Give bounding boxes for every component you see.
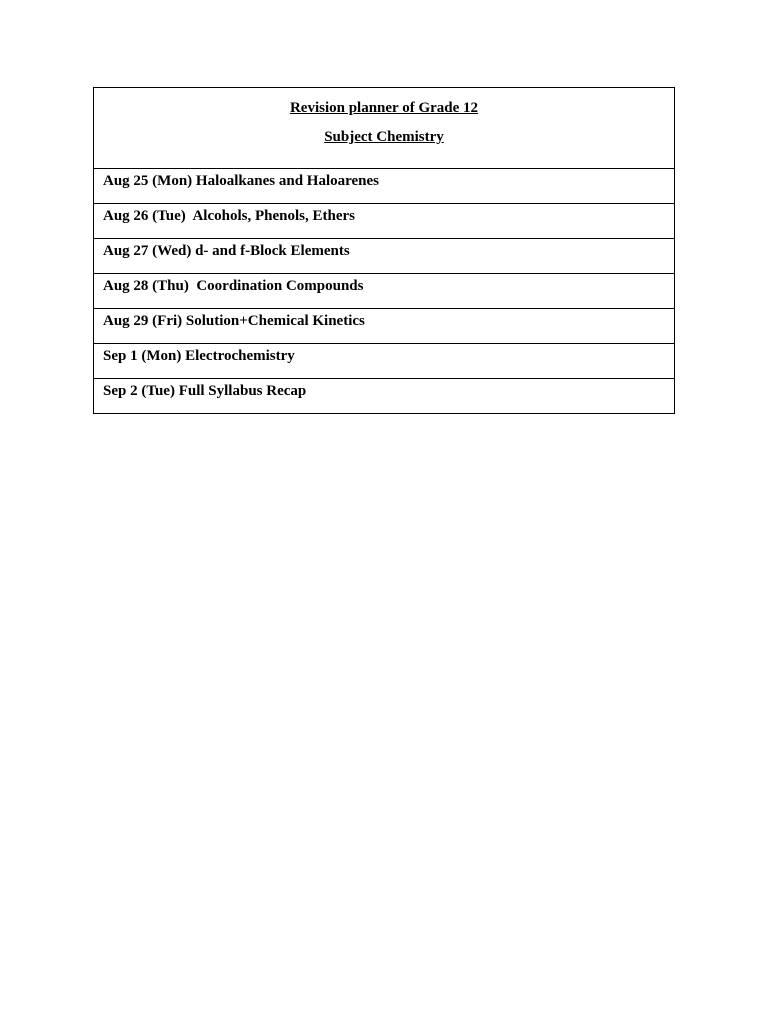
table-cell	[94, 379, 675, 414]
table-header-row	[94, 88, 675, 169]
schedule-entry: Aug 26 (Tue) Alcohols, Phenols, Ethers	[103, 208, 355, 224]
planner-subject: Subject Chemistry	[324, 129, 444, 145]
table-row	[94, 169, 675, 204]
table-row	[94, 239, 675, 274]
table-row	[94, 379, 675, 414]
table-cell	[94, 204, 675, 239]
table-header-cell	[94, 88, 675, 169]
table-row	[94, 274, 675, 309]
table-cell	[94, 274, 675, 309]
schedule-entry: Sep 1 (Mon) Electrochemistry	[103, 348, 295, 364]
table-row	[94, 344, 675, 379]
table-cell	[94, 169, 675, 204]
table-row	[94, 204, 675, 239]
schedule-entry: Aug 28 (Thu) Coordination Compounds	[103, 278, 364, 294]
table-row	[94, 309, 675, 344]
schedule-entry: Aug 27 (Wed) d- and f-Block Elements	[103, 243, 350, 259]
table-cell	[94, 309, 675, 344]
schedule-entry: Sep 2 (Tue) Full Syllabus Recap	[103, 383, 307, 399]
table-cell	[94, 239, 675, 274]
planner-title: Revision planner of Grade 12	[289, 100, 479, 116]
schedule-entry: Aug 25 (Mon) Haloalkanes and Haloarenes	[103, 173, 379, 189]
revision-planner-table	[93, 87, 675, 414]
schedule-entry: Aug 29 (Fri) Solution+Chemical Kinetics	[103, 313, 365, 329]
table-cell	[94, 344, 675, 379]
